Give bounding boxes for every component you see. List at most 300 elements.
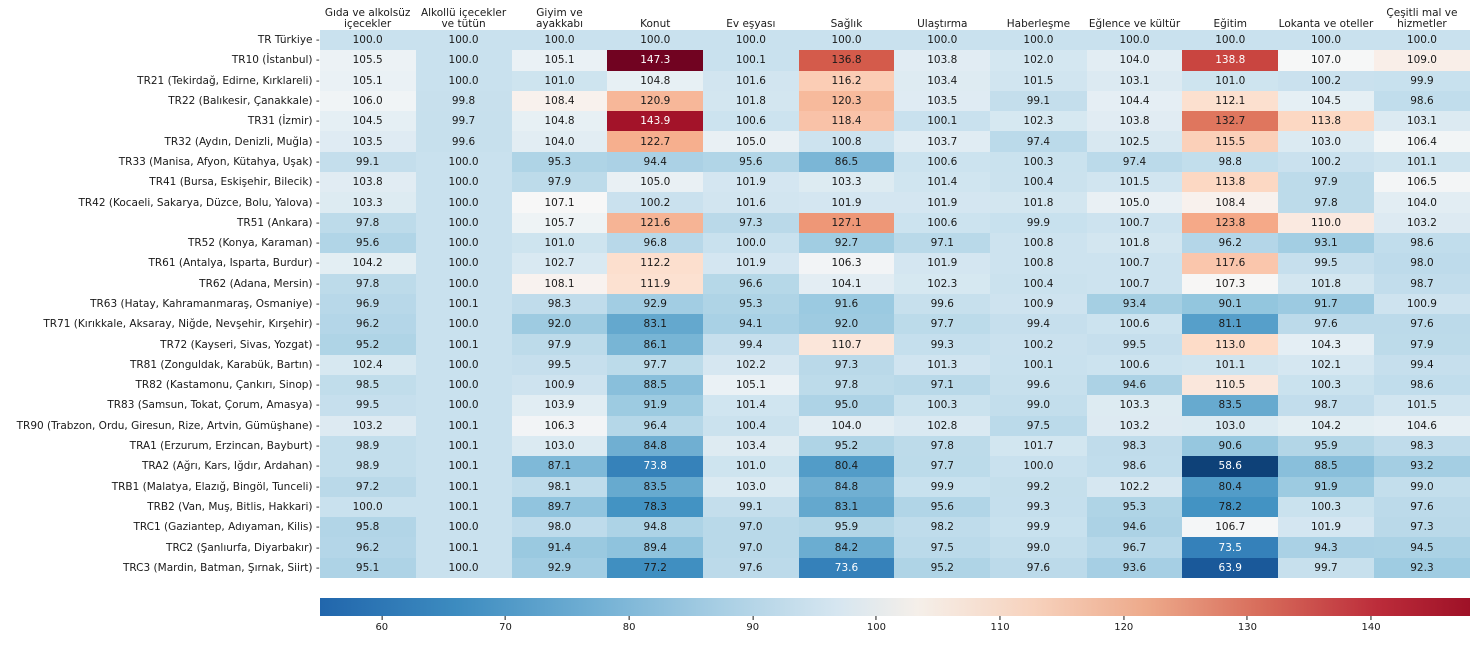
heatmap-cell: 95.3 <box>703 294 799 314</box>
heatmap-cell: 63.9 <box>1182 558 1278 578</box>
heatmap-cell: 101.4 <box>894 172 990 192</box>
heatmap-cell: 104.0 <box>512 131 608 151</box>
heatmap-cell: 99.2 <box>990 477 1086 497</box>
heatmap-cell: 103.5 <box>894 91 990 111</box>
heatmap-cell: 97.6 <box>1374 314 1470 334</box>
heatmap-cell: 97.9 <box>1374 334 1470 354</box>
heatmap-cell: 101.9 <box>703 253 799 273</box>
heatmap-cell: 83.5 <box>1182 395 1278 415</box>
heatmap-cell: 94.8 <box>607 517 703 537</box>
heatmap-cell: 92.0 <box>512 314 608 334</box>
heatmap-cell: 100.1 <box>416 497 512 517</box>
heatmap-cell: 95.1 <box>320 558 416 578</box>
heatmap-cell: 80.4 <box>799 456 895 476</box>
heatmap-cell: 100.0 <box>416 558 512 578</box>
heatmap-cell: 94.6 <box>1087 517 1183 537</box>
heatmap-cell: 104.3 <box>1278 334 1374 354</box>
heatmap-cell: 100.0 <box>512 30 608 50</box>
heatmap-cell: 100.3 <box>1278 497 1374 517</box>
row-header: TRC3 (Mardin, Batman, Şırnak, Siirt) - <box>123 561 320 574</box>
row-header: TRA2 (Ağrı, Kars, Iğdır, Ardahan) - <box>141 460 320 473</box>
heatmap-cell: 98.9 <box>320 456 416 476</box>
heatmap-row <box>0 375 1470 395</box>
heatmap-body <box>0 30 1470 578</box>
heatmap-cell: 97.0 <box>703 537 799 557</box>
heatmap-cell: 100.7 <box>1087 213 1183 233</box>
heatmap-cell: 94.6 <box>1087 375 1183 395</box>
heatmap-cell: 102.4 <box>320 355 416 375</box>
heatmap-cell: 96.9 <box>320 294 416 314</box>
heatmap-cell: 98.8 <box>1182 152 1278 172</box>
heatmap-cell: 110.5 <box>1182 375 1278 395</box>
heatmap-cell: 113.8 <box>1182 172 1278 192</box>
heatmap-cell: 91.9 <box>607 395 703 415</box>
heatmap-cell: 103.0 <box>512 436 608 456</box>
heatmap-cell: 89.7 <box>512 497 608 517</box>
heatmap-cell: 97.9 <box>512 172 608 192</box>
heatmap-cell: 97.5 <box>894 537 990 557</box>
heatmap-cell: 83.1 <box>607 314 703 334</box>
heatmap-cell: 100.0 <box>416 395 512 415</box>
heatmap-row <box>0 314 1470 334</box>
row-header: TR90 (Trabzon, Ordu, Giresun, Rize, Artvin, Gümüşhane) - <box>16 419 320 432</box>
heatmap-cell: 95.2 <box>894 558 990 578</box>
heatmap-cell: 96.2 <box>1182 233 1278 253</box>
heatmap-cell: 97.8 <box>1278 192 1374 212</box>
heatmap-cell: 103.8 <box>320 172 416 192</box>
heatmap-row <box>0 497 1470 517</box>
heatmap-cell: 101.8 <box>990 192 1086 212</box>
heatmap-cell: 138.8 <box>1182 50 1278 70</box>
column-header: Ev eşyası <box>726 17 776 30</box>
heatmap-cell: 95.9 <box>799 517 895 537</box>
heatmap-cell: 116.2 <box>799 71 895 91</box>
heatmap-cell: 101.3 <box>894 355 990 375</box>
heatmap-cell: 98.3 <box>1374 436 1470 456</box>
colorbar-tick <box>867 616 886 633</box>
heatmap-cell: 101.0 <box>703 456 799 476</box>
heatmap-cell: 100.1 <box>990 355 1086 375</box>
heatmap-cell: 99.0 <box>990 395 1086 415</box>
heatmap-cell: 100.0 <box>320 497 416 517</box>
heatmap-cell: 94.1 <box>703 314 799 334</box>
column-header: Ulaştırma <box>917 17 968 30</box>
heatmap-cell: 95.6 <box>894 497 990 517</box>
heatmap-row <box>0 436 1470 456</box>
heatmap-cell: 99.6 <box>990 375 1086 395</box>
heatmap-cell: 113.8 <box>1278 111 1374 131</box>
heatmap-cell: 100.0 <box>416 314 512 334</box>
heatmap-cell: 86.5 <box>799 152 895 172</box>
heatmap-cell: 104.5 <box>1278 91 1374 111</box>
heatmap-cell: 99.4 <box>703 334 799 354</box>
column-header: Konut <box>640 17 671 30</box>
row-header: TR81 (Zonguldak, Karabük, Bartın) - <box>129 358 320 371</box>
heatmap-cell: 101.0 <box>512 233 608 253</box>
heatmap-row <box>0 152 1470 172</box>
heatmap-cell: 100.0 <box>320 30 416 50</box>
heatmap-cell: 100.3 <box>1278 375 1374 395</box>
heatmap-cell: 91.4 <box>512 537 608 557</box>
heatmap-row <box>0 558 1470 578</box>
heatmap-cell: 103.0 <box>1278 131 1374 151</box>
heatmap-cell: 106.0 <box>320 91 416 111</box>
heatmap-cell: 104.1 <box>799 274 895 294</box>
heatmap-cell: 100.0 <box>416 30 512 50</box>
heatmap-cell: 95.0 <box>799 395 895 415</box>
heatmap-cell: 96.8 <box>607 233 703 253</box>
heatmap-cell: 100.0 <box>990 30 1086 50</box>
heatmap-row <box>0 416 1470 436</box>
heatmap-cell: 104.0 <box>1087 50 1183 70</box>
tick-mark <box>1371 616 1372 620</box>
heatmap-row <box>0 274 1470 294</box>
colorbar-tick <box>623 616 636 633</box>
heatmap-cell: 103.3 <box>799 172 895 192</box>
heatmap-cell: 104.2 <box>1278 416 1374 436</box>
heatmap-cell: 100.1 <box>416 416 512 436</box>
column-header: Eğlence ve kültür <box>1088 17 1181 30</box>
column-header: Eğitim <box>1213 17 1247 30</box>
heatmap-cell: 100.9 <box>1374 294 1470 314</box>
heatmap-cell: 107.1 <box>512 192 608 212</box>
row-header: TRB1 (Malatya, Elazığ, Bingöl, Tunceli) - <box>111 480 320 493</box>
colorbar-tick <box>1238 616 1257 633</box>
heatmap-cell: 77.2 <box>607 558 703 578</box>
heatmap-cell: 101.1 <box>1182 355 1278 375</box>
heatmap-row <box>0 50 1470 70</box>
tick-label: 120 <box>1114 622 1134 633</box>
heatmap-cell: 102.0 <box>990 50 1086 70</box>
heatmap-cell: 99.0 <box>1374 477 1470 497</box>
heatmap-cell: 98.2 <box>894 517 990 537</box>
heatmap-cell: 97.9 <box>512 334 608 354</box>
heatmap-cell: 127.1 <box>799 213 895 233</box>
heatmap-cell: 100.0 <box>416 233 512 253</box>
heatmap-cell: 97.8 <box>320 274 416 294</box>
heatmap-cell: 104.8 <box>607 71 703 91</box>
heatmap-cell: 91.7 <box>1278 294 1374 314</box>
heatmap-cell: 98.6 <box>1374 233 1470 253</box>
heatmap-cell: 93.1 <box>1278 233 1374 253</box>
heatmap-cell: 97.2 <box>320 477 416 497</box>
heatmap-cell: 100.0 <box>894 30 990 50</box>
heatmap-cell: 147.3 <box>607 50 703 70</box>
heatmap-cell: 97.5 <box>990 416 1086 436</box>
heatmap-cell: 100.0 <box>416 517 512 537</box>
heatmap-cell: 100.0 <box>416 172 512 192</box>
heatmap-cell: 98.5 <box>320 375 416 395</box>
heatmap-cell: 101.9 <box>799 192 895 212</box>
heatmap-cell: 112.2 <box>607 253 703 273</box>
heatmap-row <box>0 192 1470 212</box>
heatmap-cell: 94.3 <box>1278 537 1374 557</box>
heatmap-cell: 100.2 <box>990 334 1086 354</box>
heatmap-cell: 103.0 <box>1182 416 1278 436</box>
heatmap-cell: 104.0 <box>1374 192 1470 212</box>
heatmap-row <box>0 213 1470 233</box>
colorbar-ticks <box>320 616 1470 642</box>
heatmap-cell: 96.4 <box>607 416 703 436</box>
heatmap-cell: 101.8 <box>1278 274 1374 294</box>
row-header: TR72 (Kayseri, Sivas, Yozgat) - <box>160 338 320 351</box>
tick-label: 80 <box>622 622 636 633</box>
heatmap-cell: 97.8 <box>894 436 990 456</box>
heatmap-cell: 103.8 <box>1087 111 1183 131</box>
heatmap-cell: 101.8 <box>703 91 799 111</box>
heatmap-cell: 92.9 <box>512 558 608 578</box>
heatmap-cell: 100.6 <box>1087 314 1183 334</box>
heatmap-row <box>0 30 1470 50</box>
heatmap-cell: 101.8 <box>1087 233 1183 253</box>
heatmap-cell: 102.3 <box>990 111 1086 131</box>
row-header: TR21 (Tekirdağ, Edirne, Kırklareli) - <box>137 74 320 87</box>
heatmap-cell: 87.1 <box>512 456 608 476</box>
heatmap-cell: 88.5 <box>607 375 703 395</box>
heatmap-cell: 105.0 <box>607 172 703 192</box>
heatmap-cell: 97.1 <box>894 233 990 253</box>
heatmap-cell: 100.1 <box>894 111 990 131</box>
heatmap-cell: 103.1 <box>1087 71 1183 91</box>
heatmap-cell: 99.9 <box>990 213 1086 233</box>
row-header: TR83 (Samsun, Tokat, Çorum, Amasya) - <box>107 399 320 412</box>
heatmap-cell: 117.6 <box>1182 253 1278 273</box>
heatmap-cell: 97.7 <box>894 456 990 476</box>
heatmap-cell: 73.5 <box>1182 537 1278 557</box>
heatmap-cell: 101.5 <box>1374 395 1470 415</box>
heatmap-cell: 113.0 <box>1182 334 1278 354</box>
heatmap-row <box>0 71 1470 91</box>
heatmap-cell: 101.7 <box>990 436 1086 456</box>
heatmap-cell: 103.2 <box>1087 416 1183 436</box>
tick-label: 60 <box>375 622 389 633</box>
heatmap-cell: 99.1 <box>320 152 416 172</box>
heatmap-cell: 97.8 <box>799 375 895 395</box>
heatmap-cell: 92.9 <box>607 294 703 314</box>
row-header: TRC2 (Şanlıurfa, Diyarbakır) - <box>166 541 320 554</box>
heatmap-cell: 100.1 <box>416 436 512 456</box>
heatmap-cell: 105.7 <box>512 213 608 233</box>
heatmap-cell: 136.8 <box>799 50 895 70</box>
heatmap-cell: 101.5 <box>1087 172 1183 192</box>
heatmap-cell: 100.0 <box>799 30 895 50</box>
heatmap-cell: 84.8 <box>799 477 895 497</box>
row-header: TR61 (Antalya, Isparta, Burdur) - <box>148 257 320 270</box>
heatmap-cell: 100.4 <box>990 172 1086 192</box>
heatmap-cell: 100.9 <box>512 375 608 395</box>
heatmap-cell: 96.6 <box>703 274 799 294</box>
heatmap-cell: 110.7 <box>799 334 895 354</box>
heatmap-cell: 100.3 <box>990 152 1086 172</box>
heatmap-cell: 102.2 <box>1087 477 1183 497</box>
heatmap-cell: 103.7 <box>894 131 990 151</box>
heatmap-cell: 108.4 <box>1182 192 1278 212</box>
heatmap-cell: 107.3 <box>1182 274 1278 294</box>
heatmap-cell: 100.1 <box>416 477 512 497</box>
heatmap-cell: 97.6 <box>1278 314 1374 334</box>
heatmap-cell: 106.3 <box>799 253 895 273</box>
heatmap-cell: 100.2 <box>1278 71 1374 91</box>
row-header: TRC1 (Gaziantep, Adıyaman, Kilis) - <box>133 521 320 534</box>
heatmap-cell: 104.5 <box>320 111 416 131</box>
heatmap-cell: 99.7 <box>1278 558 1374 578</box>
heatmap-cell: 90.1 <box>1182 294 1278 314</box>
colorbar-tick <box>746 616 759 633</box>
tick-mark <box>1247 616 1248 620</box>
heatmap-cell: 93.6 <box>1087 558 1183 578</box>
heatmap-cell: 91.9 <box>1278 477 1374 497</box>
heatmap-cell: 105.0 <box>1087 192 1183 212</box>
heatmap-cell: 94.4 <box>607 152 703 172</box>
heatmap-cell: 73.6 <box>799 558 895 578</box>
heatmap-cell: 83.5 <box>607 477 703 497</box>
heatmap-row <box>0 91 1470 111</box>
row-header: TR82 (Kastamonu, Çankırı, Sinop) - <box>135 379 320 392</box>
heatmap-cell: 100.6 <box>703 111 799 131</box>
heatmap-cell: 97.4 <box>990 131 1086 151</box>
row-header: TRB2 (Van, Muş, Bitlis, Hakkari) - <box>147 500 320 513</box>
colorbar-tick <box>499 616 512 633</box>
column-header: Sağlık <box>830 17 863 30</box>
heatmap-cell: 97.1 <box>894 375 990 395</box>
heatmap-cell: 83.1 <box>799 497 895 517</box>
colorbar-tick <box>375 616 388 633</box>
heatmap-cell: 100.6 <box>1087 355 1183 375</box>
heatmap-cell: 99.6 <box>416 131 512 151</box>
heatmap-cell: 118.4 <box>799 111 895 131</box>
heatmap-cell: 100.8 <box>799 131 895 151</box>
column-header: Giyim ve ayakkabı <box>535 6 584 30</box>
heatmap-cell: 58.6 <box>1182 456 1278 476</box>
heatmap-cell: 97.9 <box>1278 172 1374 192</box>
heatmap-cell: 97.4 <box>1087 152 1183 172</box>
heatmap-cell: 93.2 <box>1374 456 1470 476</box>
tick-mark <box>876 616 877 620</box>
row-header: TR22 (Balıkesir, Çanakkale) - <box>168 95 320 108</box>
heatmap-cell: 102.1 <box>1278 355 1374 375</box>
heatmap-cell: 104.6 <box>1374 416 1470 436</box>
heatmap-cell: 120.3 <box>799 91 895 111</box>
heatmap-cell: 95.6 <box>320 233 416 253</box>
heatmap-cell: 100.2 <box>607 192 703 212</box>
heatmap-cell: 106.3 <box>512 416 608 436</box>
heatmap-row <box>0 395 1470 415</box>
heatmap-cell: 99.3 <box>894 334 990 354</box>
heatmap-cell: 99.5 <box>1278 253 1374 273</box>
heatmap-cell: 105.0 <box>703 131 799 151</box>
colorbar-area <box>0 598 1470 658</box>
heatmap-cell: 100.0 <box>416 50 512 70</box>
heatmap-cell: 100.0 <box>990 456 1086 476</box>
heatmap-cell: 103.9 <box>512 395 608 415</box>
heatmap-cell: 98.7 <box>1278 395 1374 415</box>
heatmap-cell: 101.5 <box>990 71 1086 91</box>
heatmap-cell: 101.0 <box>1182 71 1278 91</box>
heatmap-cell: 92.7 <box>799 233 895 253</box>
heatmap-cell: 103.2 <box>320 416 416 436</box>
heatmap-row <box>0 537 1470 557</box>
heatmap-cell: 97.6 <box>1374 497 1470 517</box>
heatmap-cell: 84.2 <box>799 537 895 557</box>
heatmap-cell: 100.4 <box>703 416 799 436</box>
heatmap-cell: 95.3 <box>1087 497 1183 517</box>
heatmap-cell: 109.0 <box>1374 50 1470 70</box>
heatmap-row <box>0 172 1470 192</box>
heatmap-cell: 100.0 <box>416 375 512 395</box>
heatmap-row <box>0 355 1470 375</box>
heatmap-cell: 105.1 <box>703 375 799 395</box>
heatmap-cell: 78.3 <box>607 497 703 517</box>
heatmap-cell: 132.7 <box>1182 111 1278 131</box>
heatmap-cell: 105.1 <box>512 50 608 70</box>
heatmap-cell: 100.0 <box>1374 30 1470 50</box>
heatmap-row <box>0 233 1470 253</box>
heatmap-cell: 94.5 <box>1374 537 1470 557</box>
heatmap-cell: 100.0 <box>416 71 512 91</box>
heatmap-cell: 97.0 <box>703 517 799 537</box>
heatmap-cell: 100.6 <box>894 152 990 172</box>
tick-mark <box>505 616 506 620</box>
heatmap-cell: 91.6 <box>799 294 895 314</box>
column-header: Lokanta ve oteller <box>1278 17 1374 30</box>
heatmap-cell: 103.4 <box>703 436 799 456</box>
row-header: TR33 (Manisa, Afyon, Kütahya, Uşak) - <box>118 155 320 168</box>
heatmap-cell: 90.6 <box>1182 436 1278 456</box>
heatmap-cell: 95.3 <box>512 152 608 172</box>
heatmap-cell: 111.9 <box>607 274 703 294</box>
heatmap-cell: 98.0 <box>1374 253 1470 273</box>
heatmap-cell: 100.0 <box>703 30 799 50</box>
heatmap-cell: 99.4 <box>990 314 1086 334</box>
heatmap-cell: 106.5 <box>1374 172 1470 192</box>
heatmap-row <box>0 517 1470 537</box>
heatmap-cell: 102.7 <box>512 253 608 273</box>
heatmap-cell: 97.3 <box>1374 517 1470 537</box>
heatmap-cell: 99.0 <box>990 537 1086 557</box>
heatmap-cell: 97.6 <box>990 558 1086 578</box>
heatmap-cell: 89.4 <box>607 537 703 557</box>
heatmap-cell: 100.0 <box>1182 30 1278 50</box>
colorbar-gradient <box>320 598 1470 616</box>
heatmap-cell: 101.0 <box>512 71 608 91</box>
heatmap-cell: 104.2 <box>320 253 416 273</box>
row-header: TR62 (Adana, Mersin) - <box>199 277 320 290</box>
heatmap-cell: 97.7 <box>894 314 990 334</box>
column-header: Çeşitli mal ve hizmetler <box>1386 6 1458 30</box>
heatmap-cell: 98.1 <box>512 477 608 497</box>
tick-mark <box>1123 616 1124 620</box>
heatmap-cell: 97.6 <box>703 558 799 578</box>
heatmap-cell: 95.9 <box>1278 436 1374 456</box>
heatmap-cell: 104.8 <box>512 111 608 131</box>
row-header: TR Türkiye - <box>257 34 320 47</box>
heatmap-cell: 100.2 <box>1278 152 1374 172</box>
heatmap-cell: 103.8 <box>894 50 990 70</box>
row-header: TR71 (Kırıkkale, Aksaray, Niğde, Nevşehir, Kırşehir) - <box>43 318 320 331</box>
heatmap-cell: 73.8 <box>607 456 703 476</box>
heatmap-cell: 106.7 <box>1182 517 1278 537</box>
heatmap-cell: 99.1 <box>703 497 799 517</box>
heatmap-cell: 102.2 <box>703 355 799 375</box>
tick-mark <box>1000 616 1001 620</box>
tick-label: 90 <box>746 622 760 633</box>
heatmap-cell: 88.5 <box>1278 456 1374 476</box>
tick-mark <box>752 616 753 620</box>
heatmap-cell: 100.6 <box>894 213 990 233</box>
heatmap-cell: 101.4 <box>703 395 799 415</box>
heatmap-cell: 98.6 <box>1374 91 1470 111</box>
heatmap-cell: 99.1 <box>990 91 1086 111</box>
